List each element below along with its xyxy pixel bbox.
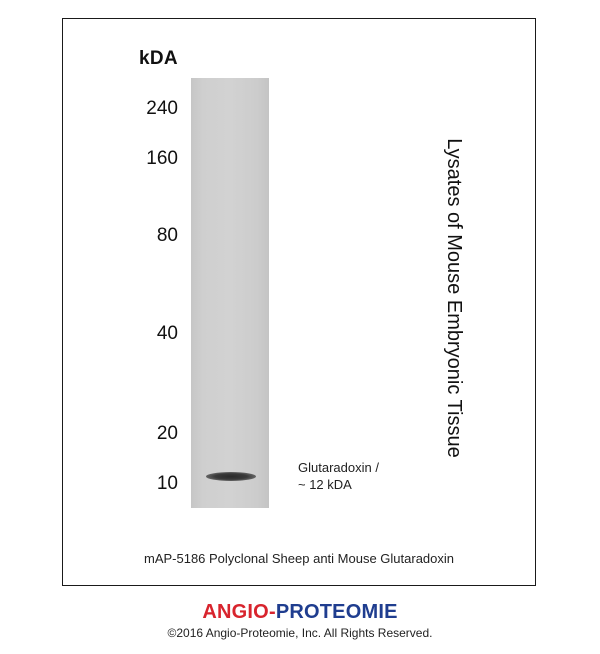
marker-160: 160: [146, 148, 178, 169]
copyright-notice: ©2016 Angio-Proteomie, Inc. All Rights Reserved.: [167, 626, 433, 640]
band-label-size: ~ 12 kDA: [298, 477, 352, 492]
marker-40: 40: [156, 323, 178, 344]
brand-separator: -: [268, 601, 276, 623]
band-label: [298, 459, 379, 493]
marker-10: 10: [156, 473, 178, 494]
band-label-name: Glutaradoxin /: [298, 460, 379, 475]
figure-caption: mAP-5186 Polyclonal Sheep anti Mouse Glutaradoxin: [143, 551, 454, 566]
protein-band: [206, 472, 256, 481]
brand-part-proteomie: PROTEOMIE: [275, 601, 398, 623]
brand-logo: [0, 601, 600, 624]
marker-240: 240: [146, 98, 178, 119]
sample-label: Lysates of Mouse Embryonic Tissue: [443, 138, 465, 458]
brand-part-angio: ANGIO: [202, 601, 269, 623]
marker-80: 80: [156, 225, 178, 246]
blot-lane: [191, 78, 269, 508]
marker-20: 20: [156, 423, 178, 444]
unit-header: kDA: [139, 48, 178, 69]
